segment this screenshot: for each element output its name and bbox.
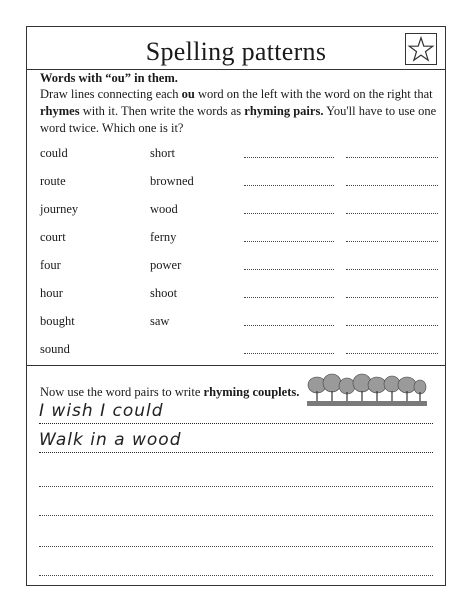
answer-blank-2[interactable] [346,269,438,270]
title-divider [27,69,445,70]
writing-line[interactable] [39,423,433,424]
left-word: route [40,174,66,188]
left-word: sound [40,342,70,356]
writing-line[interactable] [39,515,433,516]
right-word: shoot [150,286,178,300]
example-couplet-line: I wish I could [39,401,164,421]
instructions: Draw lines connecting each ou word on the left with the word on the right that rhymes with it. Then write the words as rhyming pairs. You'll have to use one word twice. Which one is it? [40,87,437,135]
answer-blank-1[interactable] [244,157,334,158]
answer-blank-1[interactable] [244,353,334,354]
answer-blank-2[interactable] [346,185,438,186]
page-title: Spelling patterns [145,37,327,66]
writing-line[interactable] [39,452,433,453]
word-row [27,230,445,250]
writing-line[interactable] [39,546,433,547]
worksheet [26,26,446,586]
word-row [27,146,445,166]
right-word: short [150,146,175,160]
answer-blank-1[interactable] [244,213,334,214]
left-word: bought [40,314,75,328]
section-divider [27,365,445,366]
right-word: ferny [150,230,177,244]
answer-blank-2[interactable] [346,241,438,242]
answer-blank-2[interactable] [346,213,438,214]
word-row [27,342,445,362]
example-couplet-line: Walk in a wood [39,430,182,450]
trees-illustration [307,373,427,407]
word-row [27,314,445,334]
word-row [27,202,445,222]
answer-blank-2[interactable] [346,353,438,354]
word-row [27,174,445,194]
section-heading: Words with “ou” in them. [40,71,178,85]
left-word: four [40,258,61,272]
left-word: journey [40,202,79,216]
couplet-instructions: Now use the word pairs to write rhyming couplets. [40,385,300,399]
right-word: power [150,258,182,272]
star-icon [405,33,437,65]
right-word: saw [150,314,170,328]
answer-blank-1[interactable] [244,297,334,298]
answer-blank-2[interactable] [346,325,438,326]
right-word: browned [150,174,194,188]
answer-blank-1[interactable] [244,325,334,326]
left-word: court [40,230,66,244]
word-row [27,286,445,306]
writing-line[interactable] [39,486,433,487]
answer-blank-1[interactable] [244,269,334,270]
left-word: could [40,146,68,160]
answer-blank-1[interactable] [244,241,334,242]
answer-blank-2[interactable] [346,157,438,158]
writing-line[interactable] [39,575,433,576]
answer-blank-1[interactable] [244,185,334,186]
right-word: wood [150,202,178,216]
answer-blank-2[interactable] [346,297,438,298]
left-word: hour [40,286,63,300]
word-row [27,258,445,278]
